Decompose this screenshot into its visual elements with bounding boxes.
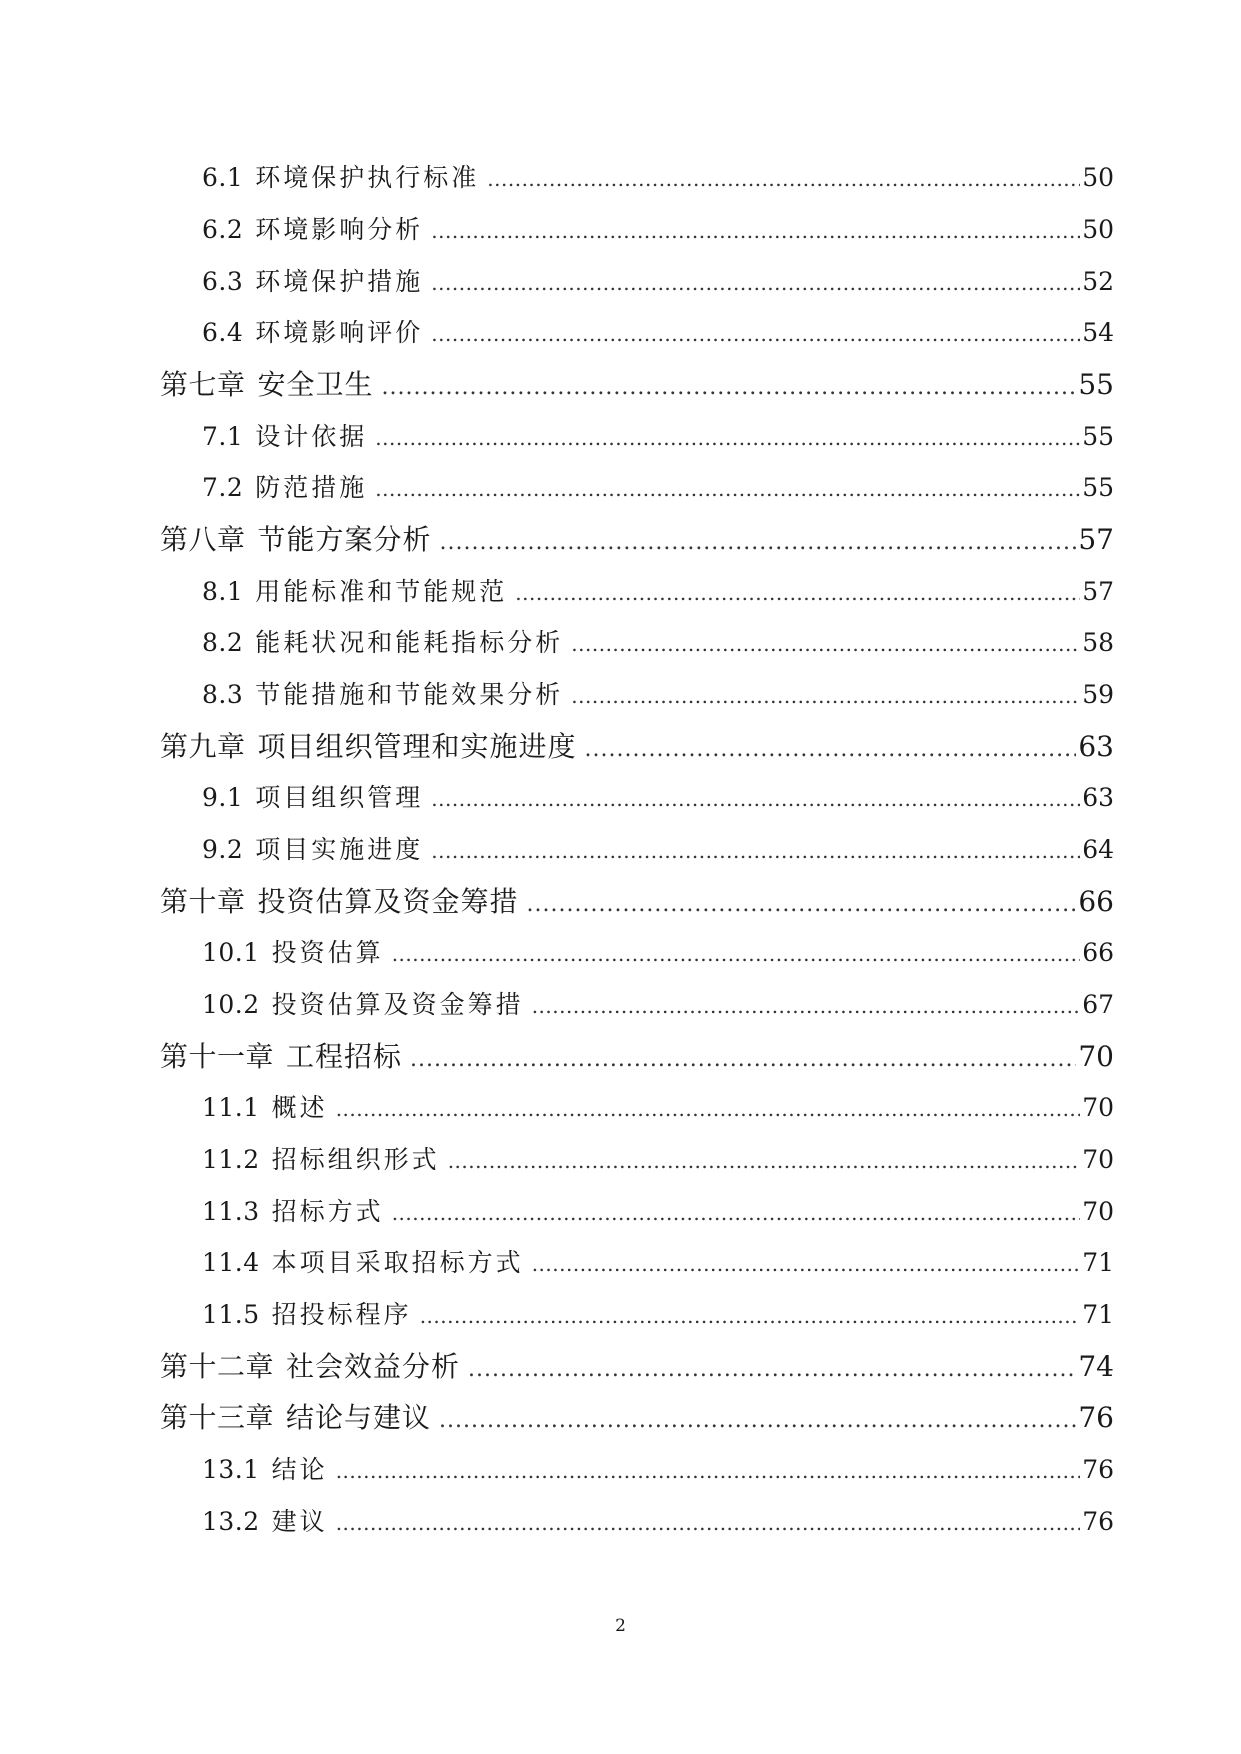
toc-entry-page: 70 bbox=[1078, 1040, 1114, 1073]
toc-chapter-number: 第八章 bbox=[160, 523, 246, 556]
toc-entry-page: 55 bbox=[1082, 422, 1114, 451]
toc-chapter-entry[interactable] bbox=[160, 520, 1114, 560]
toc-entry-number: 11.1 bbox=[202, 1093, 260, 1122]
toc-chapter-title: 工程招标 bbox=[286, 1040, 403, 1073]
toc-entry-page: 66 bbox=[1078, 885, 1114, 918]
toc-entry-title: 设计依据 bbox=[255, 422, 368, 451]
toc-entry-title: 环境影响分析 bbox=[255, 215, 424, 244]
toc-dot-leader bbox=[431, 262, 1080, 303]
toc-entry-title: 投资估算 bbox=[271, 938, 384, 967]
toc-entry-number: 13.1 bbox=[202, 1455, 260, 1484]
toc-entry-title: 招标方式 bbox=[271, 1197, 384, 1226]
toc-chapter-number: 第十二章 bbox=[160, 1350, 275, 1383]
page-number: 2 bbox=[615, 1616, 626, 1636]
toc-entry-page: 76 bbox=[1082, 1455, 1114, 1484]
toc-entry-number: 6.2 bbox=[202, 215, 244, 244]
toc-entry-page: 64 bbox=[1082, 835, 1114, 864]
toc-entry-title: 项目实施进度 bbox=[255, 835, 424, 864]
toc-dot-leader bbox=[410, 1037, 1076, 1080]
toc-entry-page: 57 bbox=[1078, 523, 1114, 556]
toc-dot-leader bbox=[336, 1088, 1081, 1129]
toc-chapter-title: 节能方案分析 bbox=[257, 523, 432, 556]
toc-entry[interactable] bbox=[202, 933, 1114, 973]
toc-chapter-entry[interactable] bbox=[160, 1347, 1114, 1387]
toc-entry-title: 本项目采取招标方式 bbox=[271, 1248, 524, 1277]
toc-dot-leader bbox=[392, 1192, 1081, 1233]
toc-entry[interactable] bbox=[202, 468, 1114, 508]
toc-entry[interactable] bbox=[202, 985, 1114, 1025]
toc-dot-leader bbox=[571, 623, 1080, 664]
toc-entry-number: 8.1 bbox=[202, 577, 244, 606]
toc-dot-leader bbox=[468, 1347, 1076, 1390]
toc-entry-page: 74 bbox=[1078, 1350, 1114, 1383]
toc-entry[interactable] bbox=[202, 158, 1114, 198]
toc-entry-page: 76 bbox=[1082, 1507, 1114, 1536]
toc-dot-leader bbox=[431, 210, 1080, 251]
toc-entry-number: 8.3 bbox=[202, 680, 244, 709]
toc-entry-page: 70 bbox=[1082, 1145, 1114, 1174]
toc-dot-leader bbox=[448, 1140, 1081, 1181]
toc-entry-title: 能耗状况和能耗指标分析 bbox=[255, 628, 564, 657]
toc-entry-title: 结论 bbox=[271, 1455, 328, 1484]
toc-entry[interactable] bbox=[202, 417, 1114, 457]
toc-dot-leader bbox=[585, 727, 1077, 770]
toc-dot-leader bbox=[532, 1243, 1081, 1284]
toc-chapter-number: 第七章 bbox=[160, 368, 246, 401]
toc-entry-title: 环境保护执行标准 bbox=[255, 163, 480, 192]
toc-entry[interactable] bbox=[202, 778, 1114, 818]
toc-entry-title: 投资估算及资金筹措 bbox=[271, 990, 524, 1019]
toc-chapter-number: 第九章 bbox=[160, 730, 246, 763]
toc-entry-page: 67 bbox=[1082, 990, 1114, 1019]
toc-entry[interactable] bbox=[202, 623, 1114, 663]
toc-entry-page: 70 bbox=[1082, 1093, 1114, 1122]
toc-chapter-entry[interactable] bbox=[160, 1037, 1114, 1077]
toc-entry[interactable] bbox=[202, 313, 1114, 353]
toc-entry[interactable] bbox=[202, 1502, 1114, 1542]
toc-dot-leader bbox=[431, 778, 1080, 819]
toc-entry[interactable] bbox=[202, 830, 1114, 870]
toc-entry-page: 76 bbox=[1078, 1401, 1114, 1434]
toc-entry[interactable] bbox=[202, 1088, 1114, 1128]
toc-chapter-entry[interactable] bbox=[160, 1398, 1114, 1438]
toc-entry[interactable] bbox=[202, 1295, 1114, 1335]
toc-dot-leader bbox=[515, 572, 1080, 613]
toc-entry-page: 57 bbox=[1082, 577, 1114, 606]
toc-entry[interactable] bbox=[202, 1192, 1114, 1232]
toc-entry-number: 10.2 bbox=[202, 990, 260, 1019]
toc-entry-number: 6.1 bbox=[202, 163, 244, 192]
toc-entry-title: 用能标准和节能规范 bbox=[255, 577, 508, 606]
toc-entry-title: 环境保护措施 bbox=[255, 267, 424, 296]
toc-entry-number: 8.2 bbox=[202, 628, 244, 657]
toc-entry-title: 防范措施 bbox=[255, 473, 368, 502]
toc-dot-leader bbox=[382, 365, 1077, 408]
toc-chapter-entry[interactable] bbox=[160, 365, 1114, 405]
toc-dot-leader bbox=[336, 1502, 1081, 1543]
toc-entry-number: 11.4 bbox=[202, 1248, 260, 1277]
toc-entry-page: 70 bbox=[1082, 1197, 1114, 1226]
toc-dot-leader bbox=[420, 1295, 1081, 1336]
toc-entry-number: 11.2 bbox=[202, 1145, 260, 1174]
toc-entry[interactable] bbox=[202, 1243, 1114, 1283]
toc-chapter-title: 结论与建议 bbox=[286, 1401, 432, 1434]
toc-entry-page: 50 bbox=[1082, 163, 1114, 192]
toc-entry-page: 55 bbox=[1082, 473, 1114, 502]
toc-entry[interactable] bbox=[202, 675, 1114, 715]
toc-entry-page: 66 bbox=[1082, 938, 1114, 967]
toc-dot-leader bbox=[439, 1398, 1076, 1441]
toc-dot-leader bbox=[571, 675, 1080, 716]
toc-entry-page: 59 bbox=[1082, 680, 1114, 709]
toc-chapter-title: 投资估算及资金筹措 bbox=[257, 885, 519, 918]
toc-chapter-number: 第十一章 bbox=[160, 1040, 275, 1073]
toc-entry[interactable] bbox=[202, 572, 1114, 612]
toc-dot-leader bbox=[440, 520, 1077, 563]
toc-chapter-title: 项目组织管理和实施进度 bbox=[257, 730, 577, 763]
toc-entry-number: 9.2 bbox=[202, 835, 244, 864]
toc-dot-leader bbox=[532, 985, 1081, 1026]
toc-chapter-title: 社会效益分析 bbox=[286, 1350, 461, 1383]
toc-entry-page: 52 bbox=[1082, 267, 1114, 296]
toc-entry-number: 6.3 bbox=[202, 267, 244, 296]
toc-dot-leader bbox=[431, 313, 1080, 354]
toc-entry-number: 11.5 bbox=[202, 1300, 260, 1329]
toc-entry-title: 概述 bbox=[271, 1093, 328, 1122]
toc-entry[interactable] bbox=[202, 210, 1114, 250]
toc-chapter-number: 第十章 bbox=[160, 885, 246, 918]
toc-entry[interactable] bbox=[202, 1140, 1114, 1180]
toc-entry-number: 11.3 bbox=[202, 1197, 260, 1226]
toc-entry-number: 13.2 bbox=[202, 1507, 260, 1536]
toc-entry-page: 58 bbox=[1082, 628, 1114, 657]
toc-entry-page: 71 bbox=[1082, 1300, 1114, 1329]
toc-entry-title: 环境影响评价 bbox=[255, 318, 424, 347]
toc-dot-leader bbox=[375, 468, 1080, 509]
toc-entry-title: 招投标程序 bbox=[271, 1300, 412, 1329]
toc-chapter-entry[interactable] bbox=[160, 727, 1114, 767]
toc-dot-leader bbox=[431, 830, 1080, 871]
toc-chapter-entry[interactable] bbox=[160, 882, 1114, 922]
toc-chapter-title: 安全卫生 bbox=[257, 368, 374, 401]
toc-dot-leader bbox=[487, 158, 1080, 199]
toc-dot-leader bbox=[527, 882, 1077, 925]
toc-entry-number: 9.1 bbox=[202, 783, 244, 812]
toc-entry-title: 项目组织管理 bbox=[255, 783, 424, 812]
toc-entry[interactable] bbox=[202, 262, 1114, 302]
toc-entry-page: 54 bbox=[1082, 318, 1114, 347]
toc-dot-leader bbox=[336, 1450, 1081, 1491]
toc-entry-page: 55 bbox=[1078, 368, 1114, 401]
toc-dot-leader bbox=[392, 933, 1081, 974]
toc-entry-page: 71 bbox=[1082, 1248, 1114, 1277]
toc-entry-title: 节能措施和节能效果分析 bbox=[255, 680, 564, 709]
toc-dot-leader bbox=[375, 417, 1080, 458]
toc-entry-number: 7.1 bbox=[202, 422, 244, 451]
toc-entry-page: 63 bbox=[1082, 783, 1114, 812]
toc-entry-number: 10.1 bbox=[202, 938, 260, 967]
toc-entry-title: 建议 bbox=[271, 1507, 328, 1536]
toc-entry-page: 50 bbox=[1082, 215, 1114, 244]
toc-entry[interactable] bbox=[202, 1450, 1114, 1490]
toc-entry-number: 7.2 bbox=[202, 473, 244, 502]
toc-chapter-number: 第十三章 bbox=[160, 1401, 275, 1434]
toc-entry-title: 招标组织形式 bbox=[271, 1145, 440, 1174]
toc-entry-page: 63 bbox=[1078, 730, 1114, 763]
toc-entry-number: 6.4 bbox=[202, 318, 244, 347]
